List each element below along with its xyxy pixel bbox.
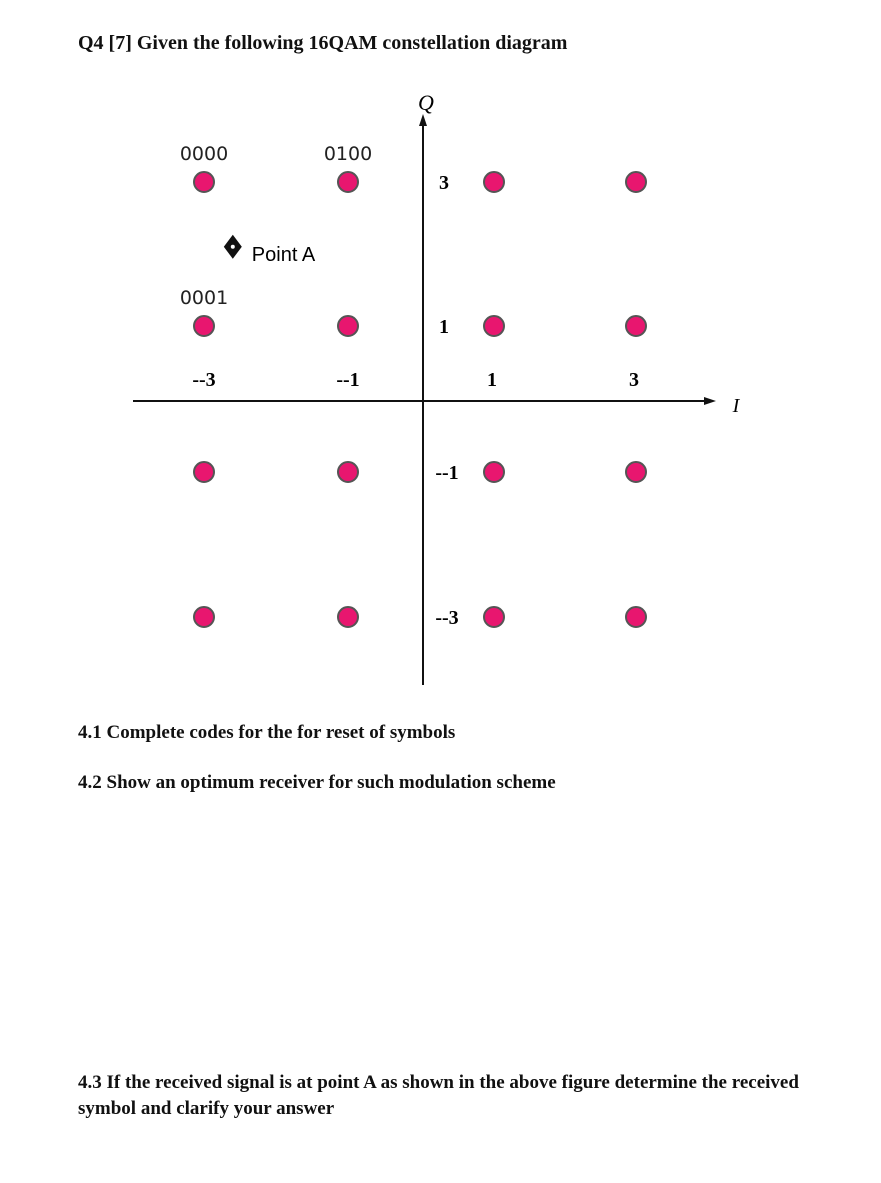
symbol-point (338, 172, 358, 192)
point-a-marker-dot (231, 245, 235, 249)
q-tick-label: --3 (435, 607, 459, 629)
symbol-point (484, 172, 504, 192)
i-axis-arrow (704, 397, 716, 405)
annotations (224, 235, 316, 266)
constellation-diagram (0, 80, 881, 700)
question-title: Q4 [7] Given the following 16QAM constellation diagram (78, 32, 568, 54)
q-tick-label: 3 (439, 172, 449, 194)
i-axis-label: I (732, 395, 740, 417)
symbol-point (194, 607, 214, 627)
symbol-point (194, 172, 214, 192)
i-tick-label: 1 (487, 369, 497, 391)
symbol-points (180, 143, 646, 627)
axes (133, 90, 741, 685)
symbol-point (484, 462, 504, 482)
q-tick-label: --1 (435, 462, 459, 484)
symbol-point (194, 316, 214, 336)
symbol-point (194, 462, 214, 482)
symbol-point (338, 316, 358, 336)
q-tick-label: 1 (439, 316, 449, 338)
q-axis-label: Q (418, 90, 434, 115)
symbol-point (626, 607, 646, 627)
symbol-code-label: 0000 (179, 143, 229, 165)
i-tick-label: --3 (192, 369, 216, 391)
i-tick-label: 3 (629, 369, 639, 391)
symbol-point (626, 172, 646, 192)
question-4-1: 4.1 Complete codes for the for reset of symbols (78, 722, 456, 743)
symbol-point (484, 316, 504, 336)
i-tick-label: --1 (336, 369, 360, 391)
symbol-code-label: 0001 (179, 287, 229, 309)
symbol-point (338, 607, 358, 627)
symbol-point (484, 607, 504, 627)
symbol-point (626, 462, 646, 482)
symbol-point (626, 316, 646, 336)
question-4-2: 4.2 Show an optimum receiver for such modulation scheme (78, 772, 556, 793)
symbol-code-label: 0100 (323, 143, 373, 165)
q-axis-arrow (419, 114, 427, 126)
question-4-3: 4.3 If the received signal is at point A as shown in the above figure determine the received symbol and clarify your answer (78, 1072, 799, 1119)
point-a-label: Point A (251, 243, 316, 266)
symbol-point (338, 462, 358, 482)
